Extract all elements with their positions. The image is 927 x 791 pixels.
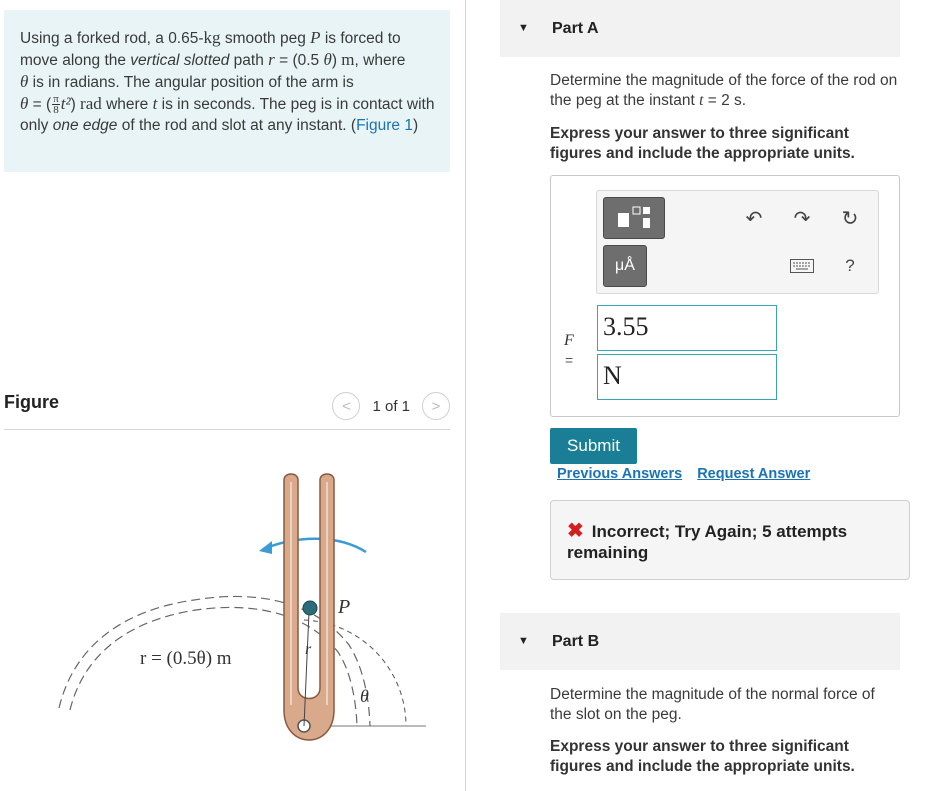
figure-title: Figure [4,392,60,412]
chevron-left-icon: < [342,397,351,415]
units-button[interactable] [603,245,647,287]
x-icon: ✖ [567,520,584,542]
part-b-instruction: Express your answer to three significant figures and include the appropriate units. [550,738,855,775]
caret-down-icon: ▼ [518,635,529,647]
submit-button[interactable]: Submit [550,428,637,464]
part-b-label: Part B [552,633,600,650]
part-b-question: Determine the magnitude of the normal force of the slot on the peg. [550,686,875,723]
figure-pager [332,392,450,420]
label-P: P [338,596,351,618]
prev-figure-button[interactable] [332,392,360,420]
peg-P [303,601,317,615]
help-icon[interactable]: ? [845,256,855,275]
pager-count: 1 of 1 [372,397,410,415]
forked-rod-figure [4,440,450,791]
figure-header [4,392,450,430]
part-a-question: Determine the magnitude of the force of the rod on the peg at the instant t = 2 s. [550,72,898,109]
pi-over-8-fraction: $\frac{\pi}{8}$ [53,93,59,117]
feedback-message: ✖ Incorrect; Try Again; 5 attempts remaining [550,500,910,580]
value-input[interactable]: 3.55 [597,305,777,351]
units-icon: μÅ [615,257,635,274]
math-toolbar [596,190,879,294]
rotation-arrow [266,539,366,552]
answer-box [550,175,900,417]
part-a-header[interactable] [500,0,900,57]
figure-link[interactable]: Figure 1 [356,117,413,135]
equals-sign: = [565,352,574,368]
template-button[interactable] [603,197,665,239]
templates-icon [614,204,654,232]
part-a-label: Part A [552,20,599,37]
problem-statement: Using a forked rod, a 0.65-kg smooth peg P is forced to move along the vertical slotted path r = (0.5 θ) m, where θ is in radians. The angular position of the arm is θ = ( $\frac{\pi}{8}$ t²) rad where t is in seconds. The peg is in contact with only one edge of the rod and slot at any instant. (Figure 1) [4,10,450,172]
part-a-instruction: Express your answer to three significant figures and include the appropriate units. [550,125,855,162]
next-figure-button[interactable] [422,392,450,420]
previous-answers-link[interactable]: Previous Answers [557,466,683,482]
label-r-eq: r = (0.5θ) m [140,648,232,669]
part-b-header[interactable] [500,613,900,670]
unit-input[interactable]: N [597,354,777,400]
reset-icon[interactable]: ↻ [841,207,859,230]
answer-links [557,466,810,482]
pane-divider[interactable] [465,0,466,791]
variable-F: F [564,332,574,349]
redo-icon[interactable]: ↷ [793,207,811,230]
request-answer-link[interactable]: Request Answer [697,466,811,482]
rotation-arrowhead [259,541,272,554]
keyboard-icon[interactable] [789,253,815,279]
label-r: r [305,641,312,658]
caret-down-icon: ▼ [518,22,529,34]
chevron-right-icon: > [431,397,441,415]
undo-icon[interactable]: ↶ [745,207,763,230]
label-theta: θ [360,686,369,706]
